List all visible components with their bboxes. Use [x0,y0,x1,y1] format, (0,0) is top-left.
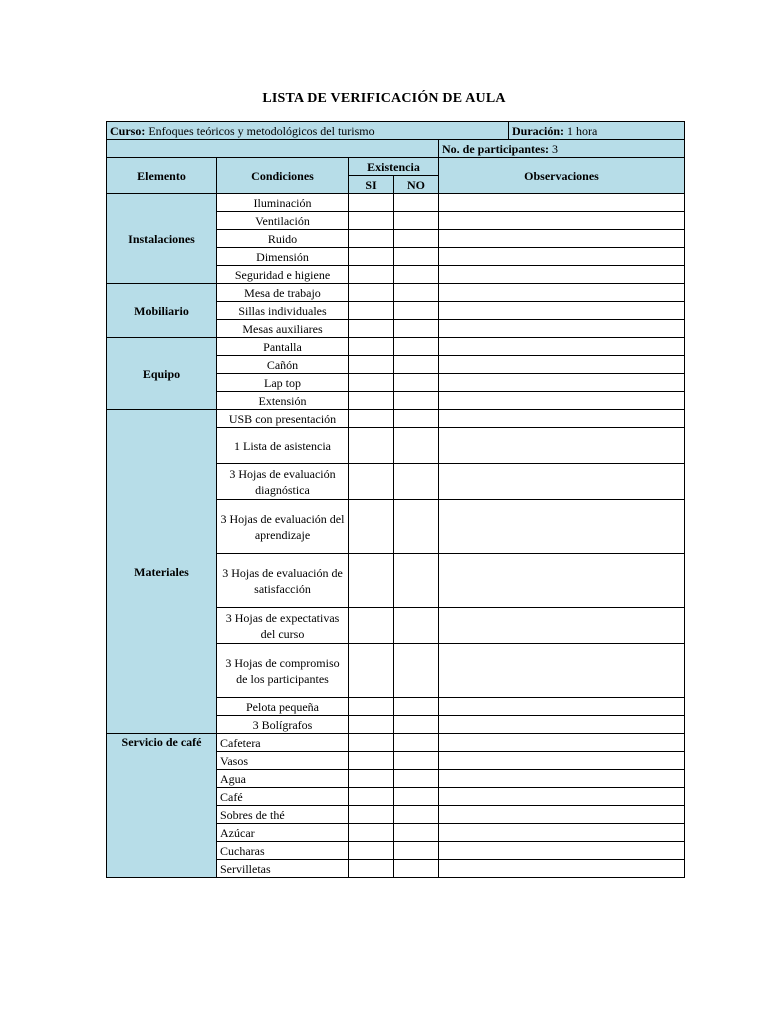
si-checkbox-cell[interactable] [349,392,394,410]
no-checkbox-cell[interactable] [394,788,439,806]
condition-cell: Ruido [217,230,349,248]
condition-cell: Café [217,788,349,806]
header-condiciones: Condiciones [217,158,349,194]
observations-cell[interactable] [439,392,685,410]
no-checkbox-cell[interactable] [394,266,439,284]
observations-cell[interactable] [439,338,685,356]
condition-cell: Vasos [217,752,349,770]
observations-cell[interactable] [439,842,685,860]
no-checkbox-cell[interactable] [394,410,439,428]
observations-cell[interactable] [439,554,685,608]
si-checkbox-cell[interactable] [349,212,394,230]
condition-cell: 3 Hojas de compromiso de los participantes [217,644,349,698]
si-checkbox-cell[interactable] [349,806,394,824]
observations-cell[interactable] [439,284,685,302]
no-checkbox-cell[interactable] [394,230,439,248]
condition-cell: 1 Lista de asistencia [217,428,349,464]
observations-cell[interactable] [439,716,685,734]
no-checkbox-cell[interactable] [394,554,439,608]
no-checkbox-cell[interactable] [394,770,439,788]
section-label: Servicio de café [107,734,217,878]
condition-cell: Seguridad e higiene [217,266,349,284]
si-checkbox-cell[interactable] [349,302,394,320]
participants-label: No. de participantes: [442,141,549,156]
no-checkbox-cell[interactable] [394,248,439,266]
no-checkbox-cell[interactable] [394,752,439,770]
observations-cell[interactable] [439,428,685,464]
no-checkbox-cell[interactable] [394,608,439,644]
observations-cell[interactable] [439,266,685,284]
observations-cell[interactable] [439,860,685,878]
no-checkbox-cell[interactable] [394,302,439,320]
condition-cell: Ventilación [217,212,349,230]
no-checkbox-cell[interactable] [394,392,439,410]
table-row [107,338,685,356]
observations-cell[interactable] [439,788,685,806]
observations-cell[interactable] [439,698,685,716]
condition-cell: 3 Hojas de evaluación del aprendizaje [217,500,349,554]
observations-cell[interactable] [439,374,685,392]
header-si: SI [349,176,394,194]
si-checkbox-cell[interactable] [349,266,394,284]
condition-cell: Pantalla [217,338,349,356]
no-checkbox-cell[interactable] [394,860,439,878]
section-label: Materiales [107,410,217,734]
condition-cell: 3 Hojas de evaluación diagnóstica [217,464,349,500]
observations-cell[interactable] [439,500,685,554]
table-row [107,734,685,752]
si-checkbox-cell[interactable] [349,230,394,248]
condition-cell: Cañón [217,356,349,374]
course-value: Enfoques teóricos y metodológicos del turismo [148,123,375,138]
table-row [107,194,685,212]
no-checkbox-cell[interactable] [394,698,439,716]
condition-cell: 3 Bolígrafos [217,716,349,734]
si-checkbox-cell[interactable] [349,374,394,392]
si-checkbox-cell[interactable] [349,644,394,698]
condition-cell: Mesas auxiliares [217,320,349,338]
condition-cell: Dimensión [217,248,349,266]
no-checkbox-cell[interactable] [394,824,439,842]
si-checkbox-cell[interactable] [349,770,394,788]
checklist-table [106,121,685,878]
si-checkbox-cell[interactable] [349,842,394,860]
si-checkbox-cell[interactable] [349,608,394,644]
course-row [107,122,685,140]
si-checkbox-cell[interactable] [349,860,394,878]
section-label: Mobiliario [107,284,217,338]
no-checkbox-cell[interactable] [394,338,439,356]
course-label: Curso: [110,123,146,138]
si-checkbox-cell[interactable] [349,410,394,428]
observations-cell[interactable] [439,248,685,266]
observations-cell[interactable] [439,770,685,788]
participants-value: 3 [552,141,558,156]
condition-cell: Lap top [217,374,349,392]
si-checkbox-cell[interactable] [349,734,394,752]
si-checkbox-cell[interactable] [349,248,394,266]
observations-cell[interactable] [439,806,685,824]
condition-cell: Agua [217,770,349,788]
page-title: LISTA DE VERIFICACIÓN DE AULA [262,91,506,106]
observations-cell[interactable] [439,644,685,698]
no-checkbox-cell[interactable] [394,428,439,464]
header-elemento: Elemento [107,158,217,194]
condition-cell: Sobres de thé [217,806,349,824]
si-checkbox-cell[interactable] [349,554,394,608]
si-checkbox-cell[interactable] [349,338,394,356]
participants-cell [439,140,685,158]
table-row [107,410,685,428]
si-checkbox-cell[interactable] [349,284,394,302]
section-label: Equipo [107,338,217,410]
si-checkbox-cell[interactable] [349,788,394,806]
no-checkbox-cell[interactable] [394,716,439,734]
header-row-1 [107,158,685,176]
course-cell [107,122,509,140]
si-checkbox-cell[interactable] [349,716,394,734]
condition-cell: Sillas individuales [217,302,349,320]
observations-cell[interactable] [439,356,685,374]
no-checkbox-cell[interactable] [394,806,439,824]
observations-cell[interactable] [439,824,685,842]
observations-cell[interactable] [439,464,685,500]
condition-cell: Mesa de trabajo [217,284,349,302]
participants-row [107,140,685,158]
condition-cell: Extensión [217,392,349,410]
no-checkbox-cell[interactable] [394,734,439,752]
observations-cell[interactable] [439,410,685,428]
condition-cell: Pelota pequeña [217,698,349,716]
observations-cell[interactable] [439,320,685,338]
si-checkbox-cell[interactable] [349,824,394,842]
si-checkbox-cell[interactable] [349,356,394,374]
si-checkbox-cell[interactable] [349,428,394,464]
observations-cell[interactable] [439,734,685,752]
no-checkbox-cell[interactable] [394,644,439,698]
no-checkbox-cell[interactable] [394,212,439,230]
si-checkbox-cell[interactable] [349,698,394,716]
si-checkbox-cell[interactable] [349,500,394,554]
condition-cell: USB con presentación [217,410,349,428]
no-checkbox-cell[interactable] [394,500,439,554]
no-checkbox-cell[interactable] [394,320,439,338]
condition-cell: Azúcar [217,824,349,842]
observations-cell[interactable] [439,752,685,770]
condition-cell: 3 Hojas de evaluación de satisfacción [217,554,349,608]
condition-cell: Iluminación [217,194,349,212]
observations-cell[interactable] [439,212,685,230]
no-checkbox-cell[interactable] [394,464,439,500]
si-checkbox-cell[interactable] [349,752,394,770]
duration-label: Duración: [512,123,564,138]
si-checkbox-cell[interactable] [349,320,394,338]
no-checkbox-cell[interactable] [394,356,439,374]
observations-cell[interactable] [439,194,685,212]
section-label: Instalaciones [107,194,217,284]
duration-cell [509,122,685,140]
duration-value: 1 hora [567,123,598,138]
no-checkbox-cell[interactable] [394,284,439,302]
participants-spacer [107,140,439,158]
header-no: NO [394,176,439,194]
condition-cell: 3 Hojas de expectativas del curso [217,608,349,644]
si-checkbox-cell[interactable] [349,464,394,500]
header-observaciones: Observaciones [439,158,685,194]
condition-cell: Cucharas [217,842,349,860]
header-existencia: Existencia [349,158,439,176]
observations-cell[interactable] [439,608,685,644]
no-checkbox-cell[interactable] [394,194,439,212]
condition-cell: Cafetera [217,734,349,752]
no-checkbox-cell[interactable] [394,842,439,860]
table-row [107,284,685,302]
condition-cell: Servilletas [217,860,349,878]
no-checkbox-cell[interactable] [394,374,439,392]
observations-cell[interactable] [439,302,685,320]
si-checkbox-cell[interactable] [349,194,394,212]
observations-cell[interactable] [439,230,685,248]
